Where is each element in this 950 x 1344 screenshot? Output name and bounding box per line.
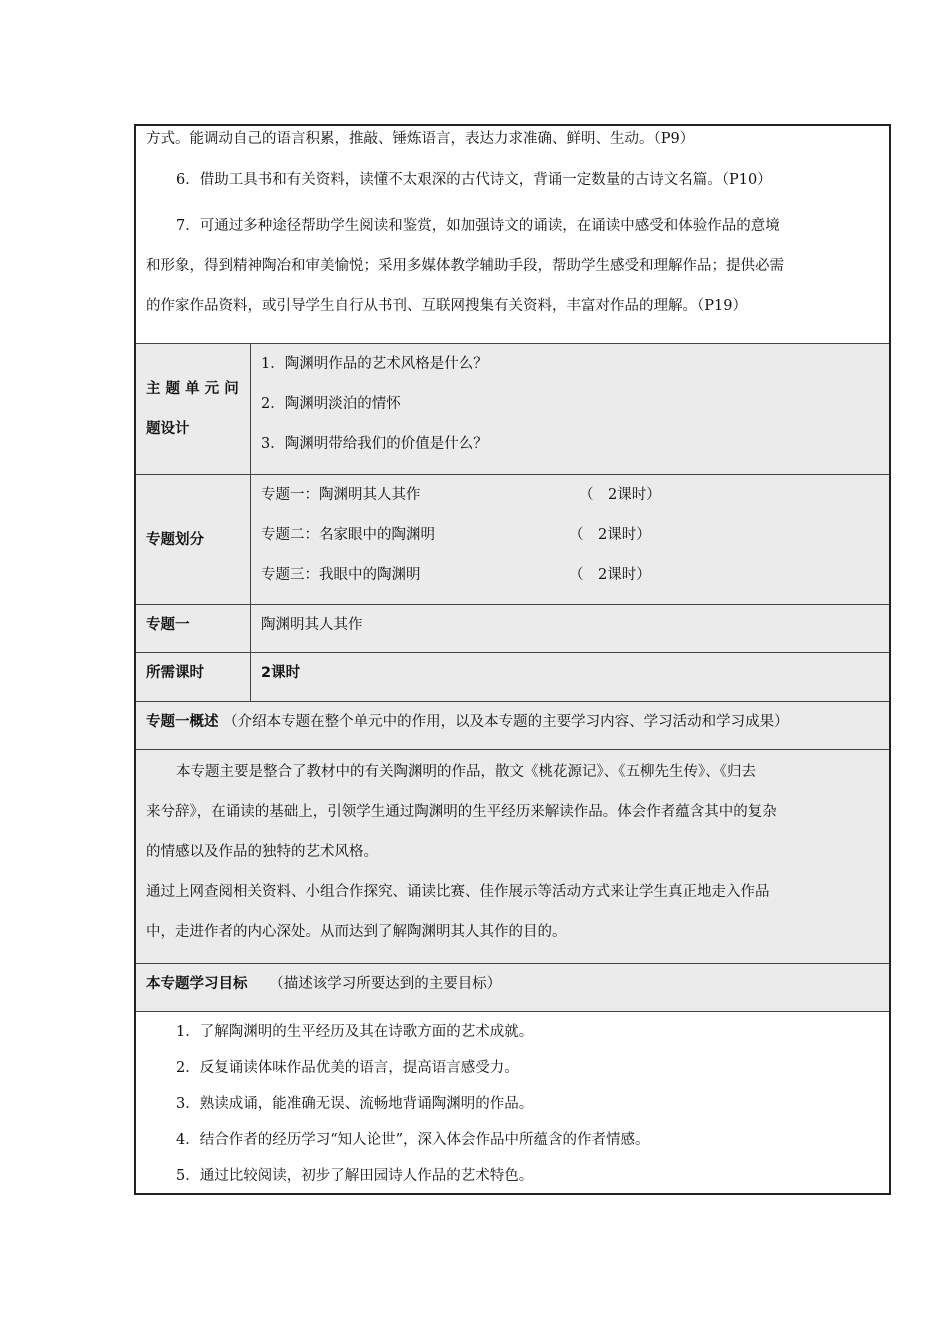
goal-item: 1．了解陶渊明的生平经历及其在诗歌方面的艺术成就。 <box>176 1024 534 1040</box>
topics-label-text: 专题划分 <box>146 531 204 548</box>
topics-list <box>251 475 889 604</box>
questions-row <box>136 343 889 474</box>
goal-item: 4．结合作者的经历学习“知人论世”，深入体会作品中所蕴含的作者情感。 <box>176 1132 650 1148</box>
topic-name: 专题一：陶渊明其人其作 <box>261 487 421 503</box>
goal-item: 3．熟读成诵，能准确无误、流畅地背诵陶渊明的作品。 <box>176 1096 534 1112</box>
topic-item <box>261 555 879 595</box>
overview-header-row <box>136 701 889 749</box>
goals-header <box>136 964 889 1004</box>
overview-note: （介绍本专题在整个单元中的作用，以及本专题的主要学习内容、学习活动和学习成果） <box>223 714 789 730</box>
standards-line-cont: 方式。能调动自己的语言积累，推敲、锤炼语言，表达力求准确、鲜明、生动。（P9） <box>146 131 695 147</box>
topics-row <box>136 474 889 604</box>
goals-header-row <box>136 963 889 1011</box>
questions-label <box>136 344 251 474</box>
overview-header <box>136 702 889 742</box>
topic-hours: （ 2课时） <box>569 527 651 543</box>
topic-name: 专题二：名家眼中的陶渊明 <box>261 527 435 543</box>
standards-item-6: 6．借助工具书和有关资料，读懂不太艰深的古代诗文，背诵一定数量的古诗文名篇。（P10） <box>176 172 772 188</box>
topic1-label <box>136 605 251 652</box>
goals-label: 本专题学习目标 <box>146 976 248 992</box>
topics-label <box>136 475 251 604</box>
question-item: 2．陶渊明淡泊的情怀 <box>261 396 401 412</box>
topic1-label-text: 专题一 <box>146 617 190 633</box>
standards-item-7-line-2: 和形象，得到精神陶冶和审美愉悦；采用多媒体教学辅助手段，帮助学生感受和理解作品；提供必需 <box>146 258 784 274</box>
goals-list-row <box>136 1011 889 1193</box>
overview-line: 的情感以及作品的独特的艺术风格。 <box>146 844 378 860</box>
overview-line: 来兮辞》，在诵读的基础上，引领学生通过陶渊明的生平经历来解读作品。体会作者蕴含其中的复杂 <box>146 804 777 820</box>
topic1-value-cell <box>251 605 889 652</box>
unit-design-table <box>134 124 891 1195</box>
overview-line: 中，走进作者的内心深处。从而达到了解陶渊明其人其作的目的。 <box>146 924 567 940</box>
topic-hours: （ 2课时） <box>579 487 661 503</box>
standards-item-7-line-3: 的作家作品资料，或引导学生自行从书刊、互联网搜集有关资料，丰富对作品的理解。（P19） <box>146 298 747 314</box>
topic-hours: （ 2课时） <box>569 567 651 583</box>
overview-line: 本专题主要是整合了教材中的有关陶渊明的作品，散文《桃花源记》、《五柳先生传》、《归去 <box>176 764 756 780</box>
hours-value: 2课时 <box>261 665 301 681</box>
topic-name: 专题三：我眼中的陶渊明 <box>261 567 421 583</box>
questions-list <box>251 344 889 474</box>
overview-line: 通过上网查阅相关资料、小组合作探究、诵读比赛、佳作展示等活动方式来让学生真正地走入作品 <box>146 884 770 900</box>
standards-item-7-line-1: 7．可通过多种途径帮助学生阅读和鉴赏，如加强诗文的诵读，在诵读中感受和体验作品的意境 <box>176 218 780 234</box>
goal-item: 5．通过比较阅读，初步了解田园诗人作品的艺术特色。 <box>176 1168 534 1184</box>
questions-label-line-1: 主 题 单 元 问 <box>146 381 239 397</box>
hours-value-cell <box>251 653 889 701</box>
hours-row <box>136 652 889 701</box>
question-item: 3．陶渊明带给我们的价值是什么？ <box>261 436 488 452</box>
questions-label-line-2: 题设计 <box>146 421 190 437</box>
question-item: 1．陶渊明作品的艺术风格是什么？ <box>261 356 488 372</box>
topic1-value: 陶渊明其人其作 <box>261 617 363 633</box>
hours-label-text: 所需课时 <box>146 665 204 681</box>
topic1-row <box>136 604 889 652</box>
standards-row <box>136 126 889 343</box>
topic-item <box>261 475 879 515</box>
overview-label: 专题一概述 <box>146 714 219 730</box>
overview-body-row <box>136 749 889 963</box>
hours-label <box>136 653 251 701</box>
goals-note: （描述该学习所要达到的主要目标） <box>276 976 502 992</box>
goal-item: 2．反复诵读体味作品优美的语言，提高语言感受力。 <box>176 1060 519 1076</box>
topic-item <box>261 515 879 555</box>
